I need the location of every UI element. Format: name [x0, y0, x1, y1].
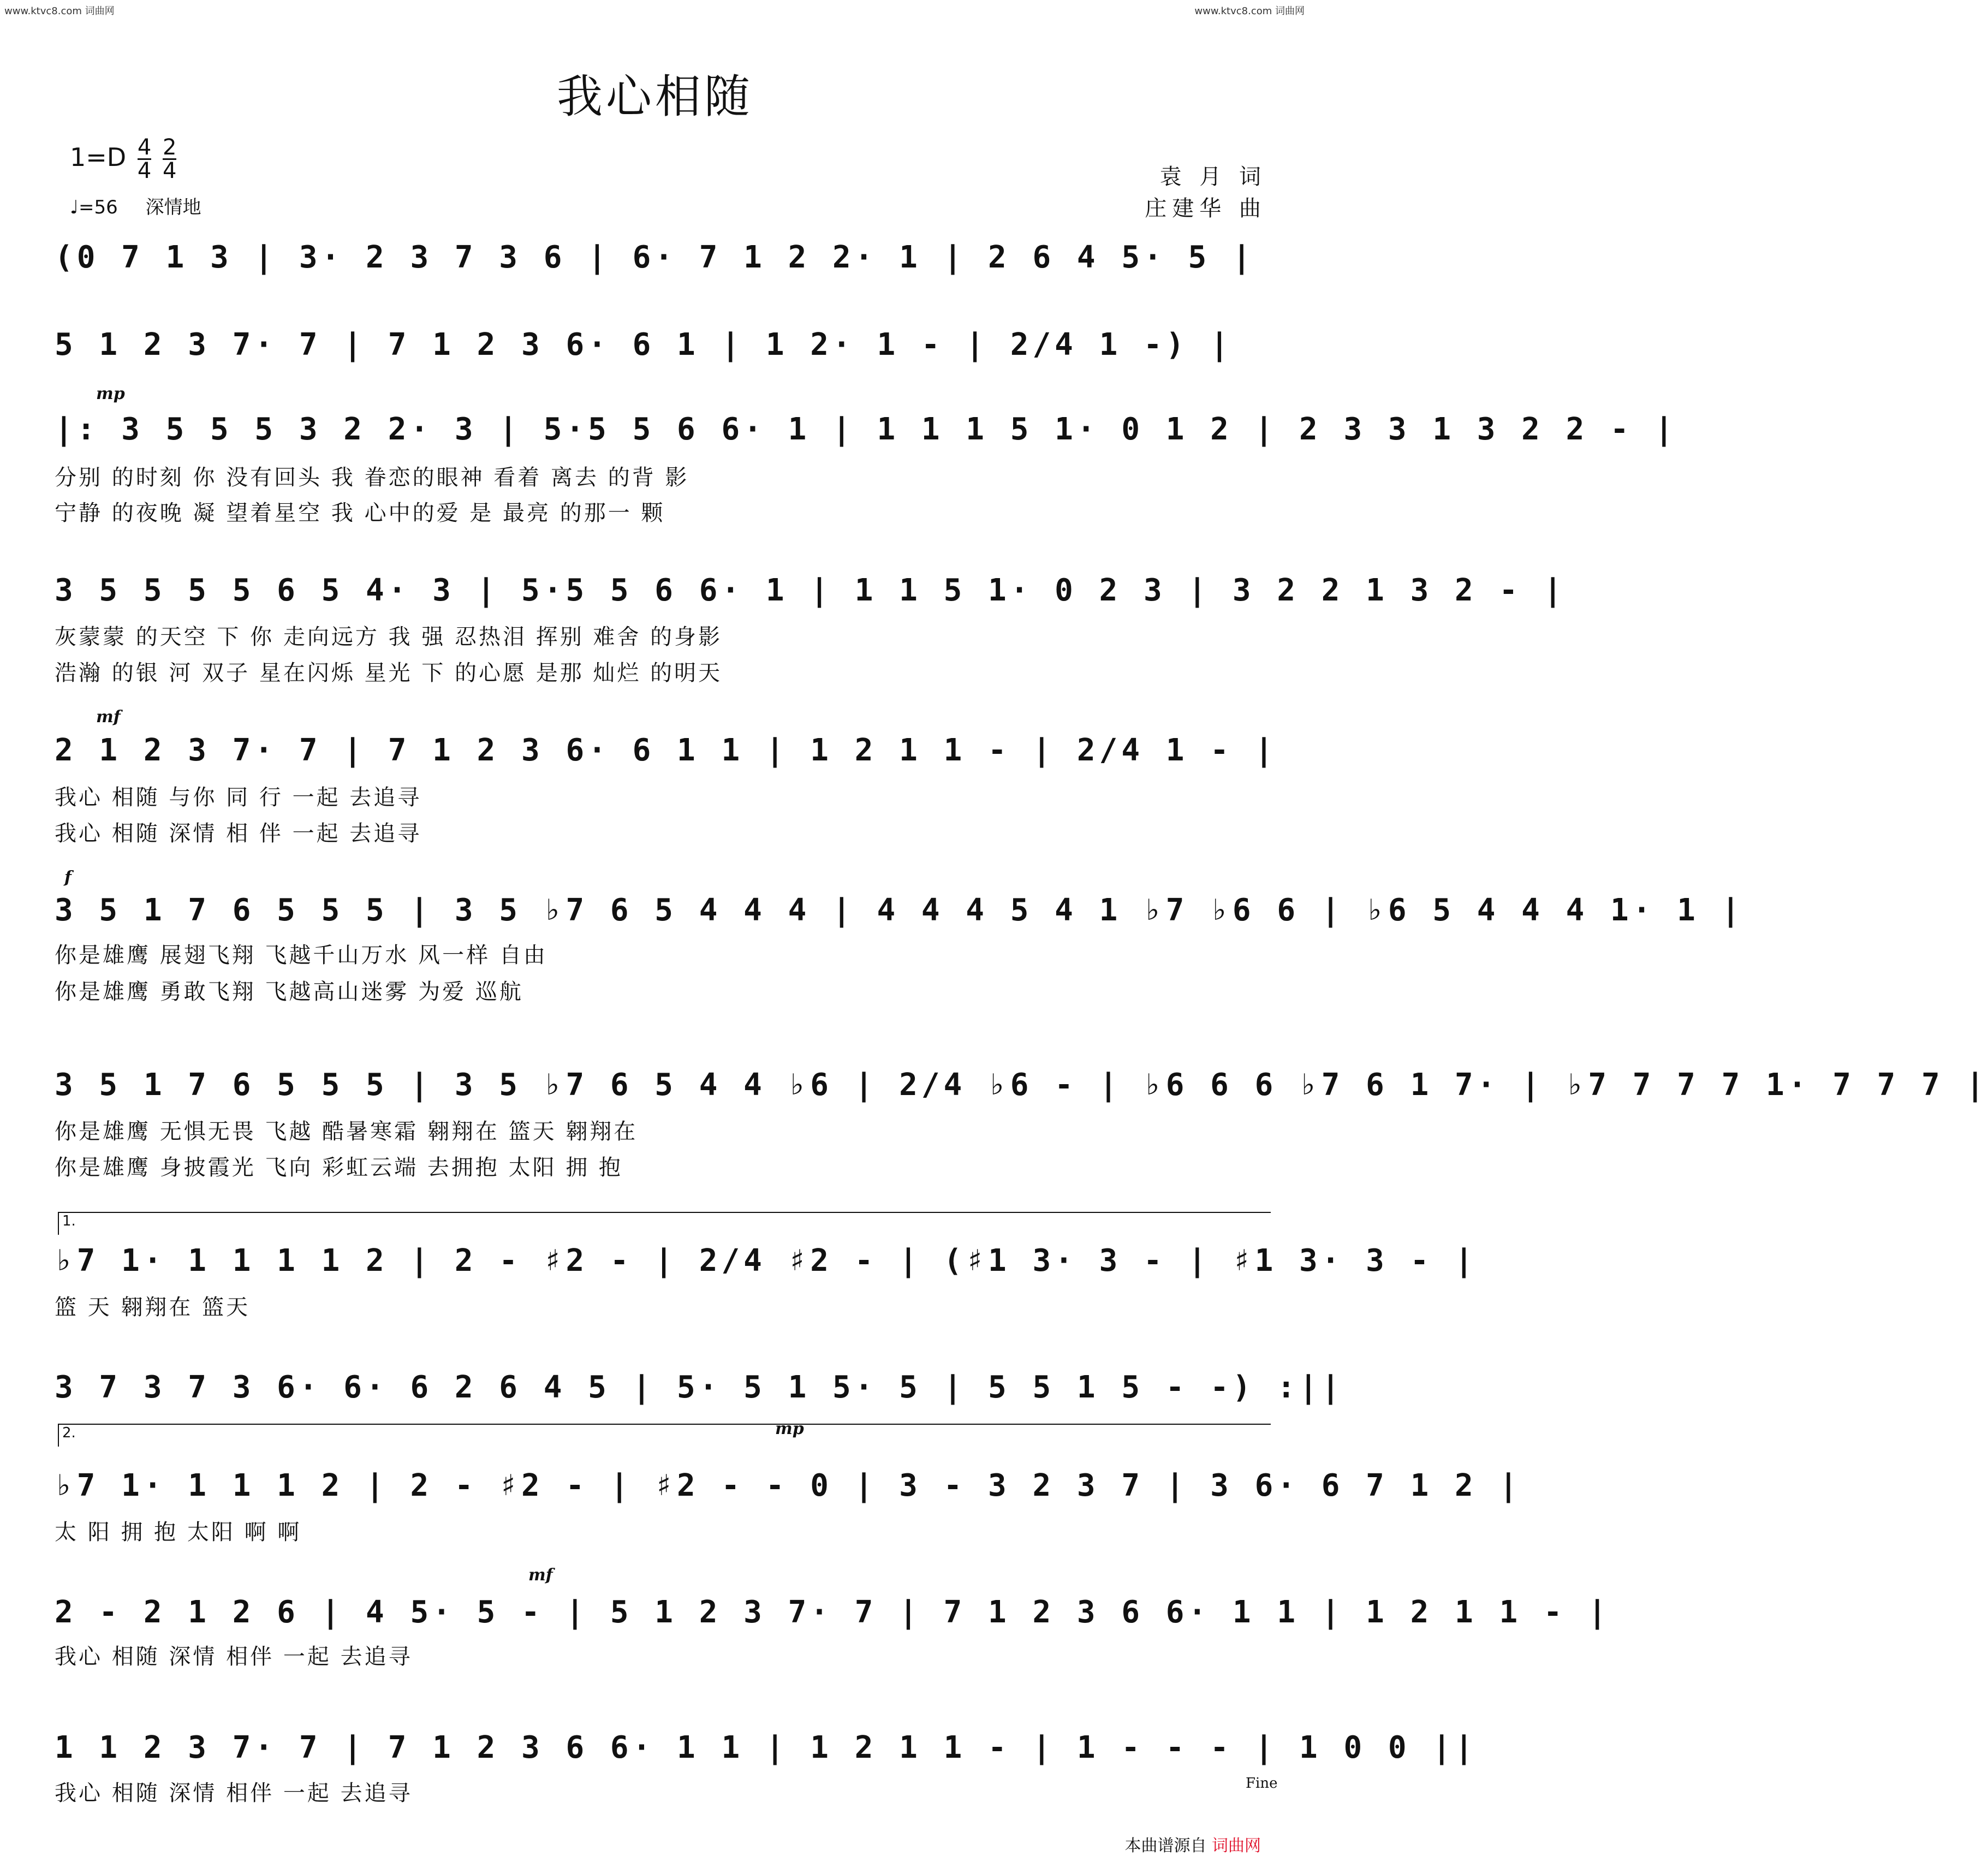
song-title: 我心相随: [556, 70, 753, 123]
lyricist-credit: 袁 月 词: [1159, 164, 1266, 189]
tempo-value: ♩=56: [70, 197, 118, 218]
lyric-line-verse-2: 我心 相随 深情 相 伴 一起 去追寻: [55, 821, 422, 846]
notation-system-3: |: 3 5 5 5 3 2 2· 3 | 5·5 5 6 6· 1 | 1 1 1 5 1· 0 1 2 | 2 3 3 1 3 2 2 - |: [55, 412, 1677, 447]
lyric-line-verse-1: 灰蒙蒙 的天空 下 你 走向远方 我 强 忍热泪 挥别 难舍 的身影: [55, 624, 723, 650]
key-signature: [70, 136, 176, 182]
lyric-line-verse-1: 太 阳 拥 抱 太阳 啊 啊: [55, 1520, 302, 1545]
volta-bracket-2: 2.: [58, 1424, 1271, 1447]
lyric-line-verse-2: 宁静 的夜晚 凝 望着星空 我 心中的爱 是 最亮 的那一 颗: [55, 501, 665, 526]
notation-system-10: ♭7 1· 1 1 1 2 | 2 - ♯2 - | ♯2 - - 0 | 3 - 3 2 3 7 | 3 6· 6 7 1 2 |: [55, 1468, 1522, 1503]
dynamic-mark: f: [64, 868, 72, 887]
lyric-line-verse-2: 你是雄鹰 身披霞光 飞向 彩虹云端 去拥抱 太阳 拥 抱: [55, 1155, 623, 1180]
fine-marking: Fine: [1246, 1775, 1278, 1792]
notation-system-12: 1 1 2 3 7· 7 | 7 1 2 3 6 6· 1 1 | 1 2 1 1 - | 1 - - - | 1 0 0 ||: [55, 1730, 1477, 1765]
site-url-right: www.ktvc8.com 词曲网: [1194, 5, 1305, 17]
notation-system-2: 5 1 2 3 7· 7 | 7 1 2 3 6· 6 1 | 1 2· 1 - | 2/4 1 -) |: [55, 327, 1233, 362]
expression-marking: 深情地: [145, 197, 201, 218]
notation-system-7: 3 5 1 7 6 5 5 5 | 3 5 ♭7 6 5 4 4 ♭6 | 2/4 ♭6 - | ♭6 6 6 ♭7 6 1 7· | ♭7 7 7 7 1· 7 7 7 |: [55, 1067, 1988, 1103]
dynamic-mark: mp: [96, 384, 125, 403]
notation-system-6: 3 5 1 7 6 5 5 5 | 3 5 ♭7 6 5 4 4 4 | 4 4 4 5 4 1 ♭7 ♭6 6 | ♭6 5 4 4 4 1· 1 |: [55, 893, 1744, 928]
lyric-line-verse-1: 我心 相随 与你 同 行 一起 去追寻: [55, 785, 422, 810]
dynamic-mark: mf: [96, 707, 121, 727]
lyric-line-verse-2: 你是雄鹰 勇敢飞翔 飞越高山迷雾 为爱 巡航: [55, 979, 523, 1004]
footer-source: 本曲谱源自 词曲网: [1124, 1836, 1261, 1855]
dynamic-mark: mp: [775, 1419, 804, 1438]
lyric-line-verse-1: 分别 的时刻 你 没有回头 我 眷恋的眼神 看着 离去 的背 影: [55, 465, 689, 490]
key-label: 1=D: [70, 142, 127, 172]
time-signature-1: $\frac{4}{4}$: [137, 135, 152, 183]
notation-system-11: 2 - 2 1 2 6 | 4 5· 5 - | 5 1 2 3 7· 7 | 7 1 2 3 6 6· 1 1 | 1 2 1 1 - |: [55, 1595, 1611, 1630]
lyric-line-verse-1: 篮 天 翱翔在 篮天: [55, 1295, 251, 1320]
composer-credit: 庄建华 曲: [1145, 196, 1266, 221]
lyric-line-verse-1: 我心 相随 深情 相伴 一起 去追寻: [55, 1644, 413, 1669]
time-signature-2: $\frac{2}{4}$: [162, 135, 177, 183]
tempo-marking: [70, 192, 201, 219]
lyric-line-verse-1: 你是雄鹰 无惧无畏 飞越 酷暑寒霜 翱翔在 篮天 翱翔在: [55, 1119, 638, 1144]
site-url-left: www.ktvc8.com 词曲网: [4, 5, 115, 17]
lyric-line-verse-1: 你是雄鹰 展翅飞翔 飞越千山万水 风一样 自由: [55, 943, 547, 968]
volta-bracket-1: 1.: [58, 1212, 1271, 1235]
notation-system-8: ♭7 1· 1 1 1 1 2 | 2 - ♯2 - | 2/4 ♯2 - | (♯1 3· 3 - | ♯1 3· 3 - |: [55, 1243, 1477, 1278]
notation-system-1: (0 7 1 3 | 3· 2 3 7 3 6 | 6· 7 1 2 2· 1 | 2 6 4 5· 5 |: [55, 240, 1255, 275]
lyric-line-verse-2: 浩瀚 的银 河 双子 星在闪烁 星光 下 的心愿 是那 灿烂 的明天: [55, 661, 723, 686]
dynamic-mark: mf: [528, 1566, 553, 1585]
notation-system-5: 2 1 2 3 7· 7 | 7 1 2 3 6· 6 1 1 | 1 2 1 1 - | 2/4 1 - |: [55, 733, 1277, 768]
lyric-line-verse-1: 我心 相随 深情 相伴 一起 去追寻: [55, 1781, 413, 1806]
footer-site-link[interactable]: 词曲网: [1212, 1836, 1261, 1855]
notation-system-4: 3 5 5 5 5 6 5 4· 3 | 5·5 5 6 6· 1 | 1 1 5 1· 0 2 3 | 3 2 2 1 3 2 - |: [55, 573, 1566, 608]
notation-system-9: 3 7 3 7 3 6· 6· 6 2 6 4 5 | 5· 5 1 5· 5 | 5 5 1 5 - -) :||: [55, 1370, 1344, 1405]
